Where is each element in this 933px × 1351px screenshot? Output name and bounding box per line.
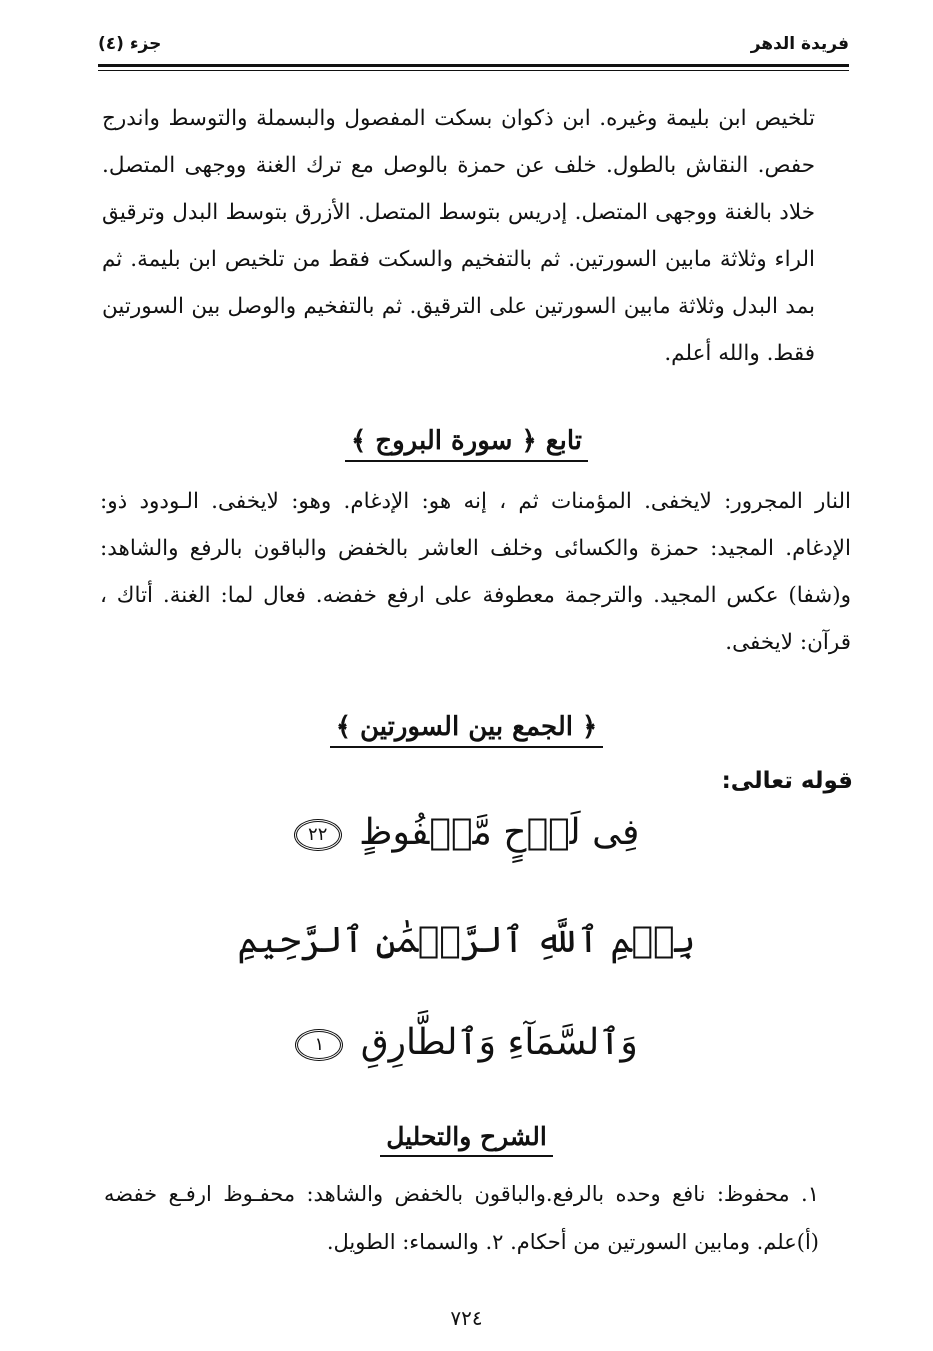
page-number: ٧٢٤ [450,1306,483,1330]
basmala [0,920,933,961]
quran-verse [0,1022,933,1063]
footnotes [104,1170,819,1266]
part-number: جزء (٤) [98,34,162,54]
paragraph-buruj [100,478,851,666]
verse-number-marker: ١ [295,1029,343,1061]
section-heading-explanation [0,1122,933,1157]
heading-text: تابع ﴿ سورة البروج ﴾ [345,426,588,462]
lead-text: قوله تعالى: [721,768,853,794]
quran-verse [0,812,933,853]
running-header [98,30,849,62]
heading-text: الشرح والتحليل [380,1122,553,1157]
paragraph-readings [102,95,815,377]
header-rule [98,64,849,67]
section-heading-buruj [0,426,933,462]
verse-text: وَٱلسَّمَآءِ وَٱلطَّارِقِ [360,1022,638,1063]
book-title: فريدة الدهر [750,34,849,54]
header-rule-thin [98,70,849,71]
paragraph-text: النار المجرور: لايخفى. المؤمنات ثم ، إنه هو: الإدغام. وهو: لايخفى. الـودود ذو: الإدغام. المجيد: حمزة والكسائى وخلف العاشر بالخفض والباقون بالرفع والشاهد: و(شفا) عكس المجيد. والترجمة معطوفة على ارفع خفضه. فعال لما: الغنة. أتاك ، قرآن: لايخفى. [100,489,851,655]
verse-number-marker: ٢٢ [294,819,342,851]
verse-text: فِى لَوۡحٍ مَّحۡفُوظٍ [359,812,640,853]
section-heading-joining [0,712,933,748]
verse-text: بِسۡمِ ٱللَّهِ ٱلرَّحۡمَٰنِ ٱلرَّحِيمِ [237,920,696,961]
footnote-text: ١. محفوظ: نافع وحده بالرفع.والباقون بالخفض والشاهد: محفـوظ ارفـع خفضه (أ)علم. ومابين السورتين من أحكام. ٢. والسماء: الطويل. [104,1182,819,1254]
heading-text: ﴿ الجمع بين السورتين ﴾ [330,712,604,748]
paragraph-text: تلخيص ابن بليمة وغيره. ابن ذكوان بسكت المفصول والبسملة والتوسط واندرج حفص. النقاش بالطول. خلف عن حمزة بالوصل مع ترك الغنة ووجهى المتصل. خلاد بالغنة ووجهى المتصل. إدريس بتوسط المتصل. الأزرق بتوسط البدل وترقيق الراء وثلاثة مابين السورتين. ثم بالتفخيم والسكت فقط من تلخيص ابن بليمة. ثم بمد البدل وثلاثة مابين السورتين على الترقيق. ثم بالتفخيم والوصل بين السورتين فقط. والله أعلم. [102,106,815,366]
